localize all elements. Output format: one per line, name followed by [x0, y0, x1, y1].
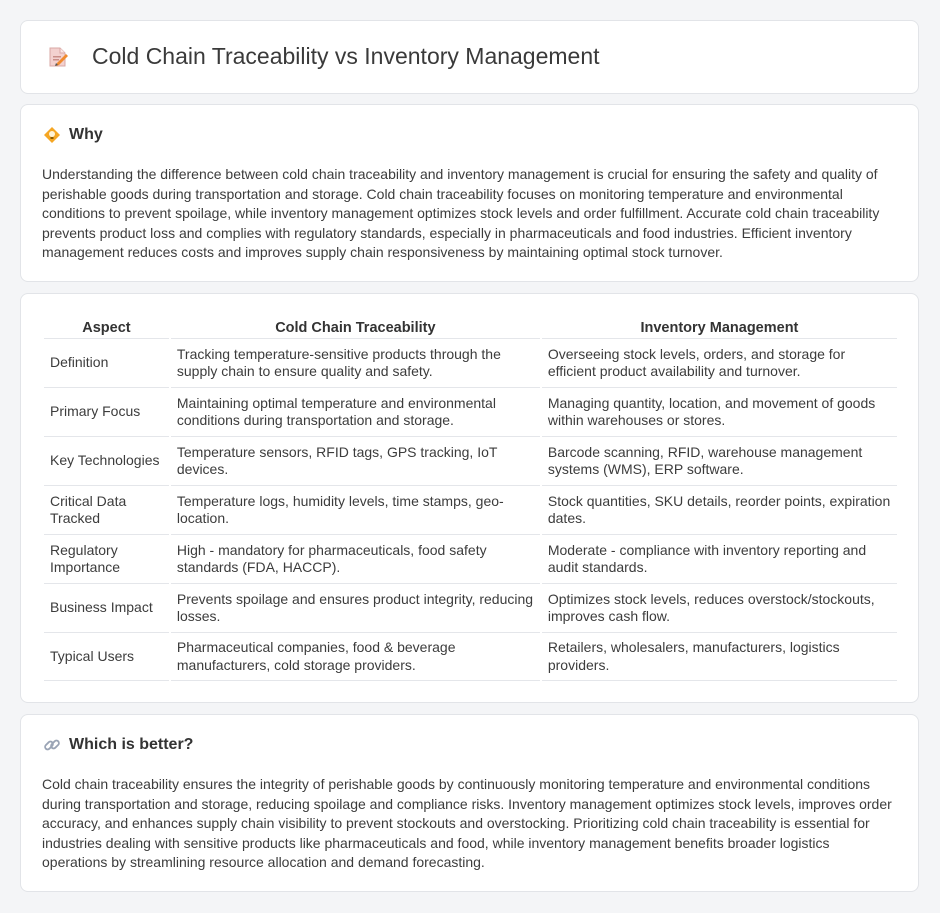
cold-chain-cell: Tracking temperature-sensitive products through the supply chain to ensure quality and safety. — [171, 338, 540, 387]
which-better-heading: Which is better? — [69, 736, 194, 753]
which-better-text: Cold chain traceability ensures the integrity of perishable goods by continuously monitoring temperature and environmental conditions during transportation and storage, reducing spoilage and compliance risks. Inventory management optimizes stock levels, improves order accuracy, and enhances supply chain visibility to prevent stockouts and overstocking. Prioritizing cold chain traceability is essential for industries dealing with sensitive products like pharmaceuticals and food, while inventory management benefits broader logistics operations by streamlining resource allocation and demand forecasting. — [42, 776, 892, 871]
title-card — [20, 20, 919, 94]
table-row — [44, 632, 897, 681]
inventory-cell: Barcode scanning, RFID, warehouse management systems (WMS), ERP software. — [542, 436, 897, 485]
cold-chain-cell: Temperature logs, humidity levels, time stamps, geo-location. — [171, 485, 540, 534]
aspect-cell: Typical Users — [44, 632, 169, 681]
cold-chain-cell: Pharmaceutical companies, food & beverage manufacturers, cold storage providers. — [171, 632, 540, 681]
why-section — [20, 104, 919, 282]
cold-chain-cell: Prevents spoilage and ensures product integrity, reducing losses. — [171, 583, 540, 632]
table-row — [44, 534, 897, 583]
column-header: Cold Chain Traceability — [275, 320, 436, 336]
comparison-table — [42, 316, 899, 681]
inventory-cell: Moderate - compliance with inventory reporting and audit standards. — [542, 534, 897, 583]
inventory-cell: Optimizes stock levels, reduces overstock/stockouts, improves cash flow. — [542, 583, 897, 632]
lightbulb-icon — [43, 126, 61, 144]
which-better-section — [20, 714, 919, 892]
cold-chain-cell: Maintaining optimal temperature and environmental conditions during transportation and storage. — [171, 387, 540, 436]
cold-chain-cell: High - mandatory for pharmaceuticals, food safety standards (FDA, HACCP). — [171, 534, 540, 583]
table-row — [44, 485, 897, 534]
table-row — [44, 338, 897, 387]
inventory-cell: Stock quantities, SKU details, reorder points, expiration dates. — [542, 485, 897, 534]
table-row — [44, 387, 897, 436]
aspect-cell: Business Impact — [44, 583, 169, 632]
column-header: Inventory Management — [640, 320, 799, 336]
cold-chain-cell: Temperature sensors, RFID tags, GPS tracking, IoT devices. — [171, 436, 540, 485]
aspect-cell: Primary Focus — [44, 387, 169, 436]
column-header: Aspect — [82, 320, 131, 336]
inventory-cell: Managing quantity, location, and movement of goods within warehouses or stores. — [542, 387, 897, 436]
comparison-table-card — [20, 293, 919, 703]
aspect-cell: Key Technologies — [44, 436, 169, 485]
why-heading: Why — [69, 126, 103, 143]
table-row — [44, 436, 897, 485]
aspect-cell: Regulatory Importance — [44, 534, 169, 583]
page-title: Cold Chain Traceability vs Inventory Management — [92, 43, 600, 69]
table-header-row — [44, 316, 897, 338]
inventory-cell: Retailers, wholesalers, manufacturers, logistics providers. — [542, 632, 897, 681]
aspect-cell: Definition — [44, 338, 169, 387]
link-icon — [43, 736, 61, 754]
aspect-cell: Critical Data Tracked — [44, 485, 169, 534]
document-pencil-icon — [46, 45, 70, 69]
table-row — [44, 583, 897, 632]
why-text: Understanding the difference between cold chain traceability and inventory management is crucial for ensuring the safety and quality of perishable goods during transportation and storage. Cold chain traceability focuses on monitoring temperature and environmental conditions to prevent spoilage, while inventory management optimizes stock levels and order fulfillment. Accurate cold chain traceability prevents product loss and complies with regulatory standards, especially in pharmaceuticals and food industries. Efficient inventory management reduces costs and improves supply chain responsiveness by maintaining optimal stock turnover. — [42, 166, 880, 261]
inventory-cell: Overseeing stock levels, orders, and storage for efficient product availability and turnover. — [542, 338, 897, 387]
